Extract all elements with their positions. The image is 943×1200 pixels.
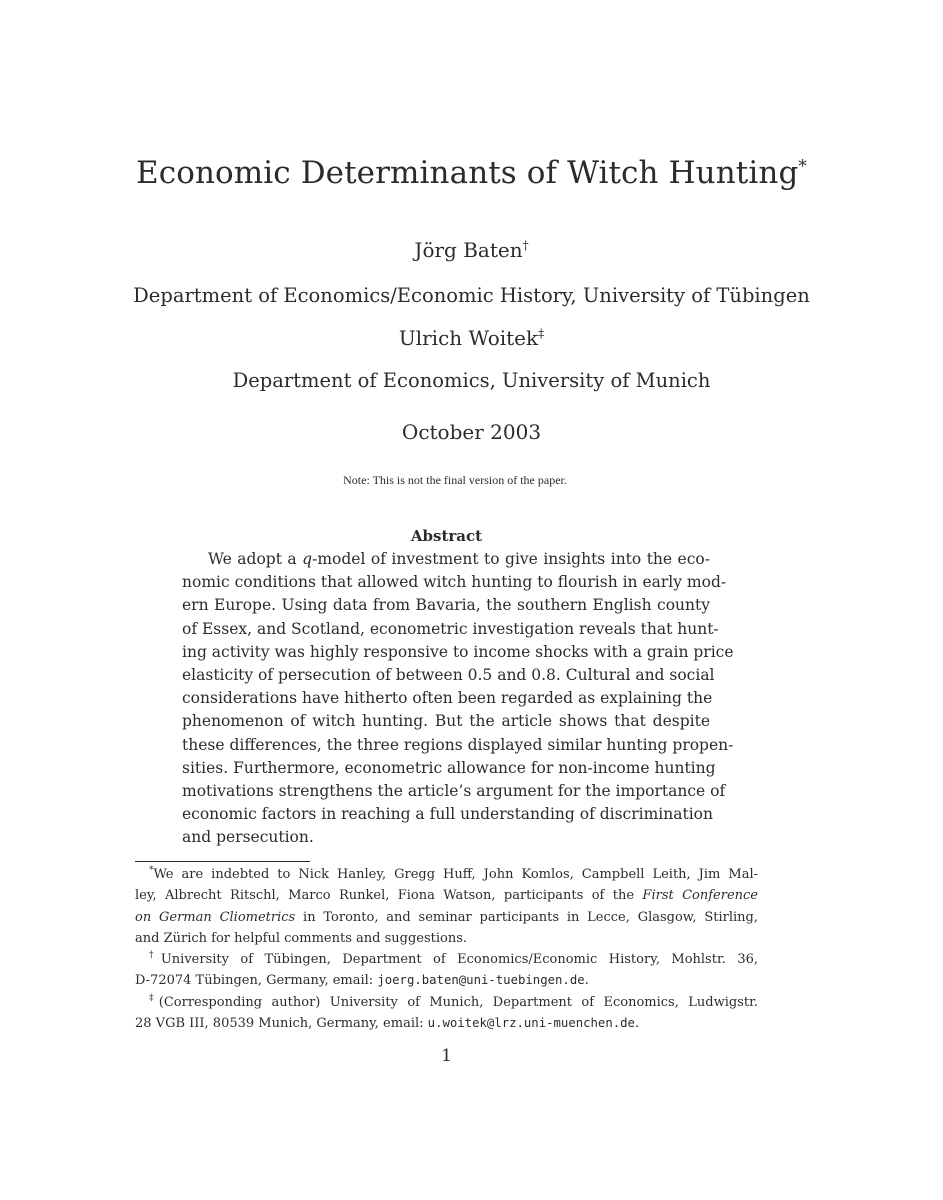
abstract-line: motivations strengthens the article’s argument for the importance of	[182, 782, 726, 801]
abstract-line: ing activity was highly responsive to income shocks with a grain price	[182, 642, 734, 661]
footnote-line: on German Cliometrics in Toronto, and seminar participants in Lecce, Glasgow, Stirling,	[135, 909, 758, 925]
abstract-line: We adopt a q-model of investment to give insights into the eco-	[208, 550, 710, 568]
footnote-line: and Zürich for helpful comments and suggestions.	[135, 930, 468, 946]
abstract-line: and persecution.	[182, 828, 314, 847]
footnote-line: †University of Tübingen, Department of Economics/Economic History, Mohlstr. 36,	[149, 950, 758, 968]
abstract-line: elasticity of persecution of between 0.5 and 0.8. Cultural and social	[182, 666, 715, 685]
footnote-line: ley, Albrecht Ritschl, Marco Runkel, Fiona Watson, participants of the First Conference	[135, 888, 759, 904]
abstract-line: of Essex, and Scotland, econometric investigation reveals that hunt-	[182, 619, 719, 638]
abstract-line: economic factors in reaching a full understanding of discrimination	[182, 805, 713, 824]
abstract-line: sities. Furthermore, econometric allowance for non-income hunting	[182, 758, 716, 777]
author-name: Jörg Baten†	[414, 238, 529, 262]
author-affiliation: Department of Economics/Economic History, University of Tübingen	[133, 284, 810, 307]
abstract-line: phenomenon of witch hunting. But the article shows that despite	[182, 712, 710, 731]
publication-date: October 2003	[401, 420, 542, 444]
version-note: Note: This is not the final version of the paper.	[343, 473, 567, 487]
abstract-line: considerations have hitherto often been regarded as explaining the	[182, 689, 713, 708]
abstract-heading: Abstract	[410, 527, 483, 545]
page-number: 1	[441, 1046, 452, 1066]
footnote-line: D-72074 Tübingen, Germany, email: joerg.baten@uni-tuebingen.de.	[135, 973, 589, 989]
abstract-line: ern Europe. Using data from Bavaria, the southern English county	[182, 596, 710, 615]
footnotes	[135, 864, 758, 1034]
title-footnote-mark: *	[798, 156, 807, 177]
footnote-rule	[135, 861, 310, 862]
email-link[interactable]: joerg.baten@uni-tuebingen.de	[377, 973, 585, 988]
author-affiliation: Department of Economics, University of Munich	[232, 369, 711, 392]
author-name: Ulrich Woitek‡	[398, 326, 545, 350]
email-link[interactable]: u.woitek@lrz.uni-muenchen.de	[427, 1016, 635, 1031]
footnote-line: 28 VGB III, 80539 Munich, Germany, email: u.woitek@lrz.uni-muenchen.de.	[135, 1016, 640, 1032]
footnote-line: ‡(Corresponding author) University of Munich, Department of Economics, Ludwigstr.	[149, 993, 758, 1010]
abstract-body	[182, 548, 734, 850]
abstract-line: nomic conditions that allowed witch hunting to flourish in early mod-	[182, 573, 727, 592]
paper-title: Economic Determinants of Witch Hunting*	[136, 155, 807, 191]
abstract-line: these differences, the three regions displayed similar hunting propen-	[182, 735, 734, 754]
footnote-line: *We are indebted to Nick Hanley, Gregg Huff, John Komlos, Campbell Leith, Jim Mal-	[149, 865, 758, 882]
